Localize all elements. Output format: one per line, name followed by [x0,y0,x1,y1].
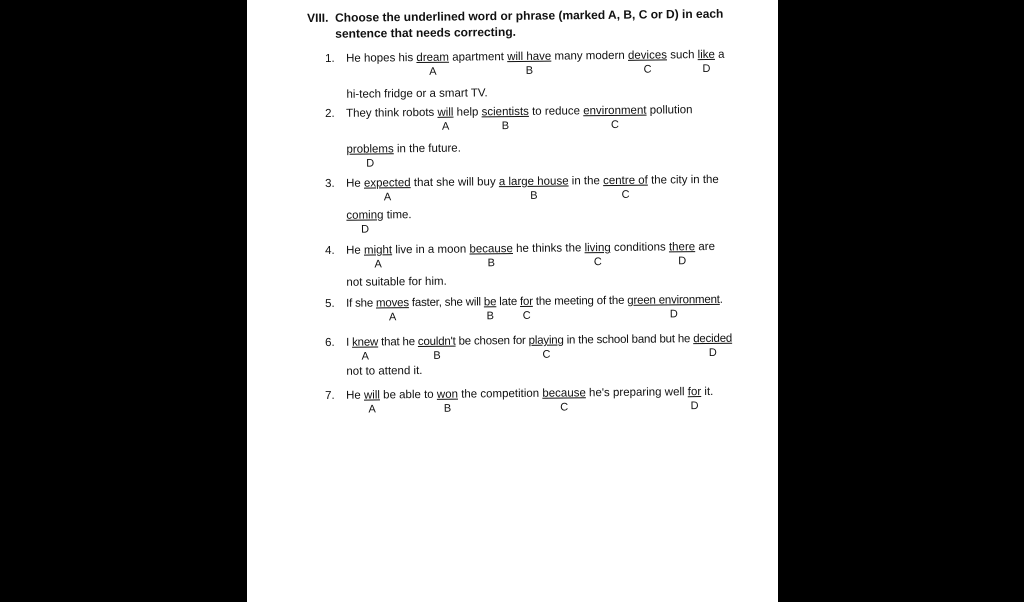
option-label: A [388,311,397,324]
option-label: D [708,346,717,359]
question-continuation: hi-tech fridge or a smart TV. [346,87,488,101]
text-segment: faster, she will [408,296,484,310]
option-label: A [441,120,450,133]
option-text: moves [375,297,409,310]
text-segment: the competition [457,387,543,401]
text-segment: to reduce [528,105,584,118]
text-segment: I [345,336,353,349]
question-continuation: not suitable for him. [346,275,447,289]
option-a[interactable] [375,297,409,324]
option-c[interactable] [603,174,648,201]
option-text: decided [693,332,733,346]
option-b[interactable] [483,296,497,323]
option-label: C [610,118,620,132]
option-b[interactable] [481,105,529,133]
option-d[interactable] [627,293,720,321]
question-7 [325,385,745,416]
question-number: 4. [325,244,335,257]
question-number: 2. [325,107,335,120]
question-continuation [346,209,412,236]
text-segment: the meeting of the [532,294,628,308]
question-text [345,104,693,133]
option-a[interactable] [416,51,450,78]
option-text: be [483,296,497,309]
text-segment: be chosen for [455,334,529,348]
option-label: B [486,310,494,323]
text-segment: such [666,49,698,62]
text-segment: be able to [379,388,437,402]
question-5 [325,293,745,324]
text-segment: apartment [448,51,508,64]
question-continuation: not to attend it. [346,364,423,378]
option-text: because [469,243,513,256]
option-text: living [584,242,611,255]
option-a[interactable] [363,244,393,271]
text-segment: conditions [610,241,669,255]
text-segment: They think robots [345,106,438,120]
option-text: for [519,295,533,308]
question-text [345,332,733,363]
option-label: B [501,120,510,133]
text-segment: he's preparing well [585,386,688,400]
text-segment: He [345,244,365,257]
option-label: C [643,63,652,76]
option-label: C [542,348,551,361]
text-segment: He [345,389,365,402]
option-text: will [437,106,454,119]
text-segment: that he [378,336,418,349]
text-segment: pollution [646,104,693,117]
question-text [345,293,723,324]
option-text: like [697,48,715,62]
option-c[interactable] [528,334,564,361]
question-number: 6. [325,336,335,349]
option-label: C [621,188,630,201]
question-3 [325,173,745,236]
option-text: playing [528,334,564,347]
option-text: coming [346,209,384,222]
option-a[interactable] [437,106,454,133]
option-label: C [593,256,602,269]
question-continuation [346,142,461,170]
text-segment: He [345,177,365,190]
option-b[interactable] [507,50,552,77]
option-text: might [363,244,393,257]
option-text: for [687,386,702,399]
option-text: scientists [481,105,529,119]
option-a[interactable] [363,389,381,416]
question-number: 5. [325,297,335,310]
option-d[interactable] [697,48,715,76]
option-label: C [560,401,569,414]
text-segment: live in a moon [392,243,470,257]
option-label: B [433,349,441,362]
option-text: because [542,387,586,400]
question-number: 1. [325,52,335,65]
option-label: D [702,62,711,76]
text-segment: He hopes his [345,52,417,65]
option-text: will have [507,50,552,64]
option-b[interactable] [498,175,569,202]
text-segment: are [695,240,716,254]
option-label: B [530,189,538,202]
option-text: there [668,241,696,254]
option-label: D [669,308,678,321]
option-d[interactable] [346,143,394,170]
question-6 [325,332,745,378]
option-label: B [487,257,496,270]
question-text [345,48,725,78]
option-label: A [361,350,369,363]
option-text: will [363,389,381,402]
text-segment: in the [568,175,604,188]
option-text: environment [583,104,647,118]
text-segment: many modern [551,49,629,63]
option-c[interactable] [584,242,611,269]
option-label: D [678,255,687,268]
option-b[interactable] [417,335,456,362]
question-text [345,173,719,204]
option-text: knew [351,336,379,349]
question-1 [325,48,745,101]
text-segment: in the future. [393,142,461,156]
option-label: A [429,65,437,78]
text-segment: late [496,295,521,309]
question-number: 7. [325,389,335,402]
text-segment: time. [383,209,412,222]
option-d[interactable] [346,209,384,236]
text-segment: in the school band but he [563,333,694,347]
exercise-heading [307,5,747,42]
option-text: couldn't [417,335,456,349]
option-label: D [690,400,699,413]
option-text: dream [416,51,450,65]
option-label: B [443,402,452,415]
worksheet-page [247,0,778,602]
text-segment: that she will buy [410,176,499,190]
option-text: devices [627,49,668,62]
option-text: green environment [627,293,720,307]
option-c[interactable] [583,104,647,132]
option-d[interactable] [693,332,733,359]
option-label: B [525,64,534,77]
text-segment: he thinks the [512,242,585,256]
option-c[interactable] [542,387,586,414]
option-d[interactable] [687,386,702,413]
option-a[interactable] [351,336,379,363]
question-2 [325,104,745,170]
option-label: D [366,157,375,170]
instruction-line-1: Choose the underlined word or phrase (marked A, B, C or D) in each [335,6,724,25]
text-segment: a [714,48,725,61]
question-number: 3. [325,177,335,190]
question-text [345,240,716,271]
text-segment: the city in the [647,173,719,187]
option-c[interactable] [627,49,668,76]
question-4 [325,240,745,289]
option-label: D [361,223,370,236]
question-text [345,385,714,416]
option-text: expected [363,177,411,190]
text-segment: help [453,106,482,119]
option-label: A [374,258,382,271]
option-text: a large house [498,175,569,189]
option-c[interactable] [519,295,533,322]
option-text: centre of [603,174,648,188]
option-d[interactable] [668,241,696,268]
option-label: A [383,191,392,204]
text-segment: . [719,293,723,306]
text-segment: it. [701,385,714,399]
option-b[interactable] [436,388,459,415]
option-a[interactable] [363,177,411,204]
option-b[interactable] [469,243,513,270]
text-segment: If she [345,297,377,310]
instruction-line-2: sentence that needs correcting. [335,24,517,41]
exercise-number: VIII. [307,10,329,25]
option-label: C [522,309,531,322]
option-text: won [436,388,459,401]
option-text: problems [346,143,394,156]
option-label: A [368,403,376,416]
